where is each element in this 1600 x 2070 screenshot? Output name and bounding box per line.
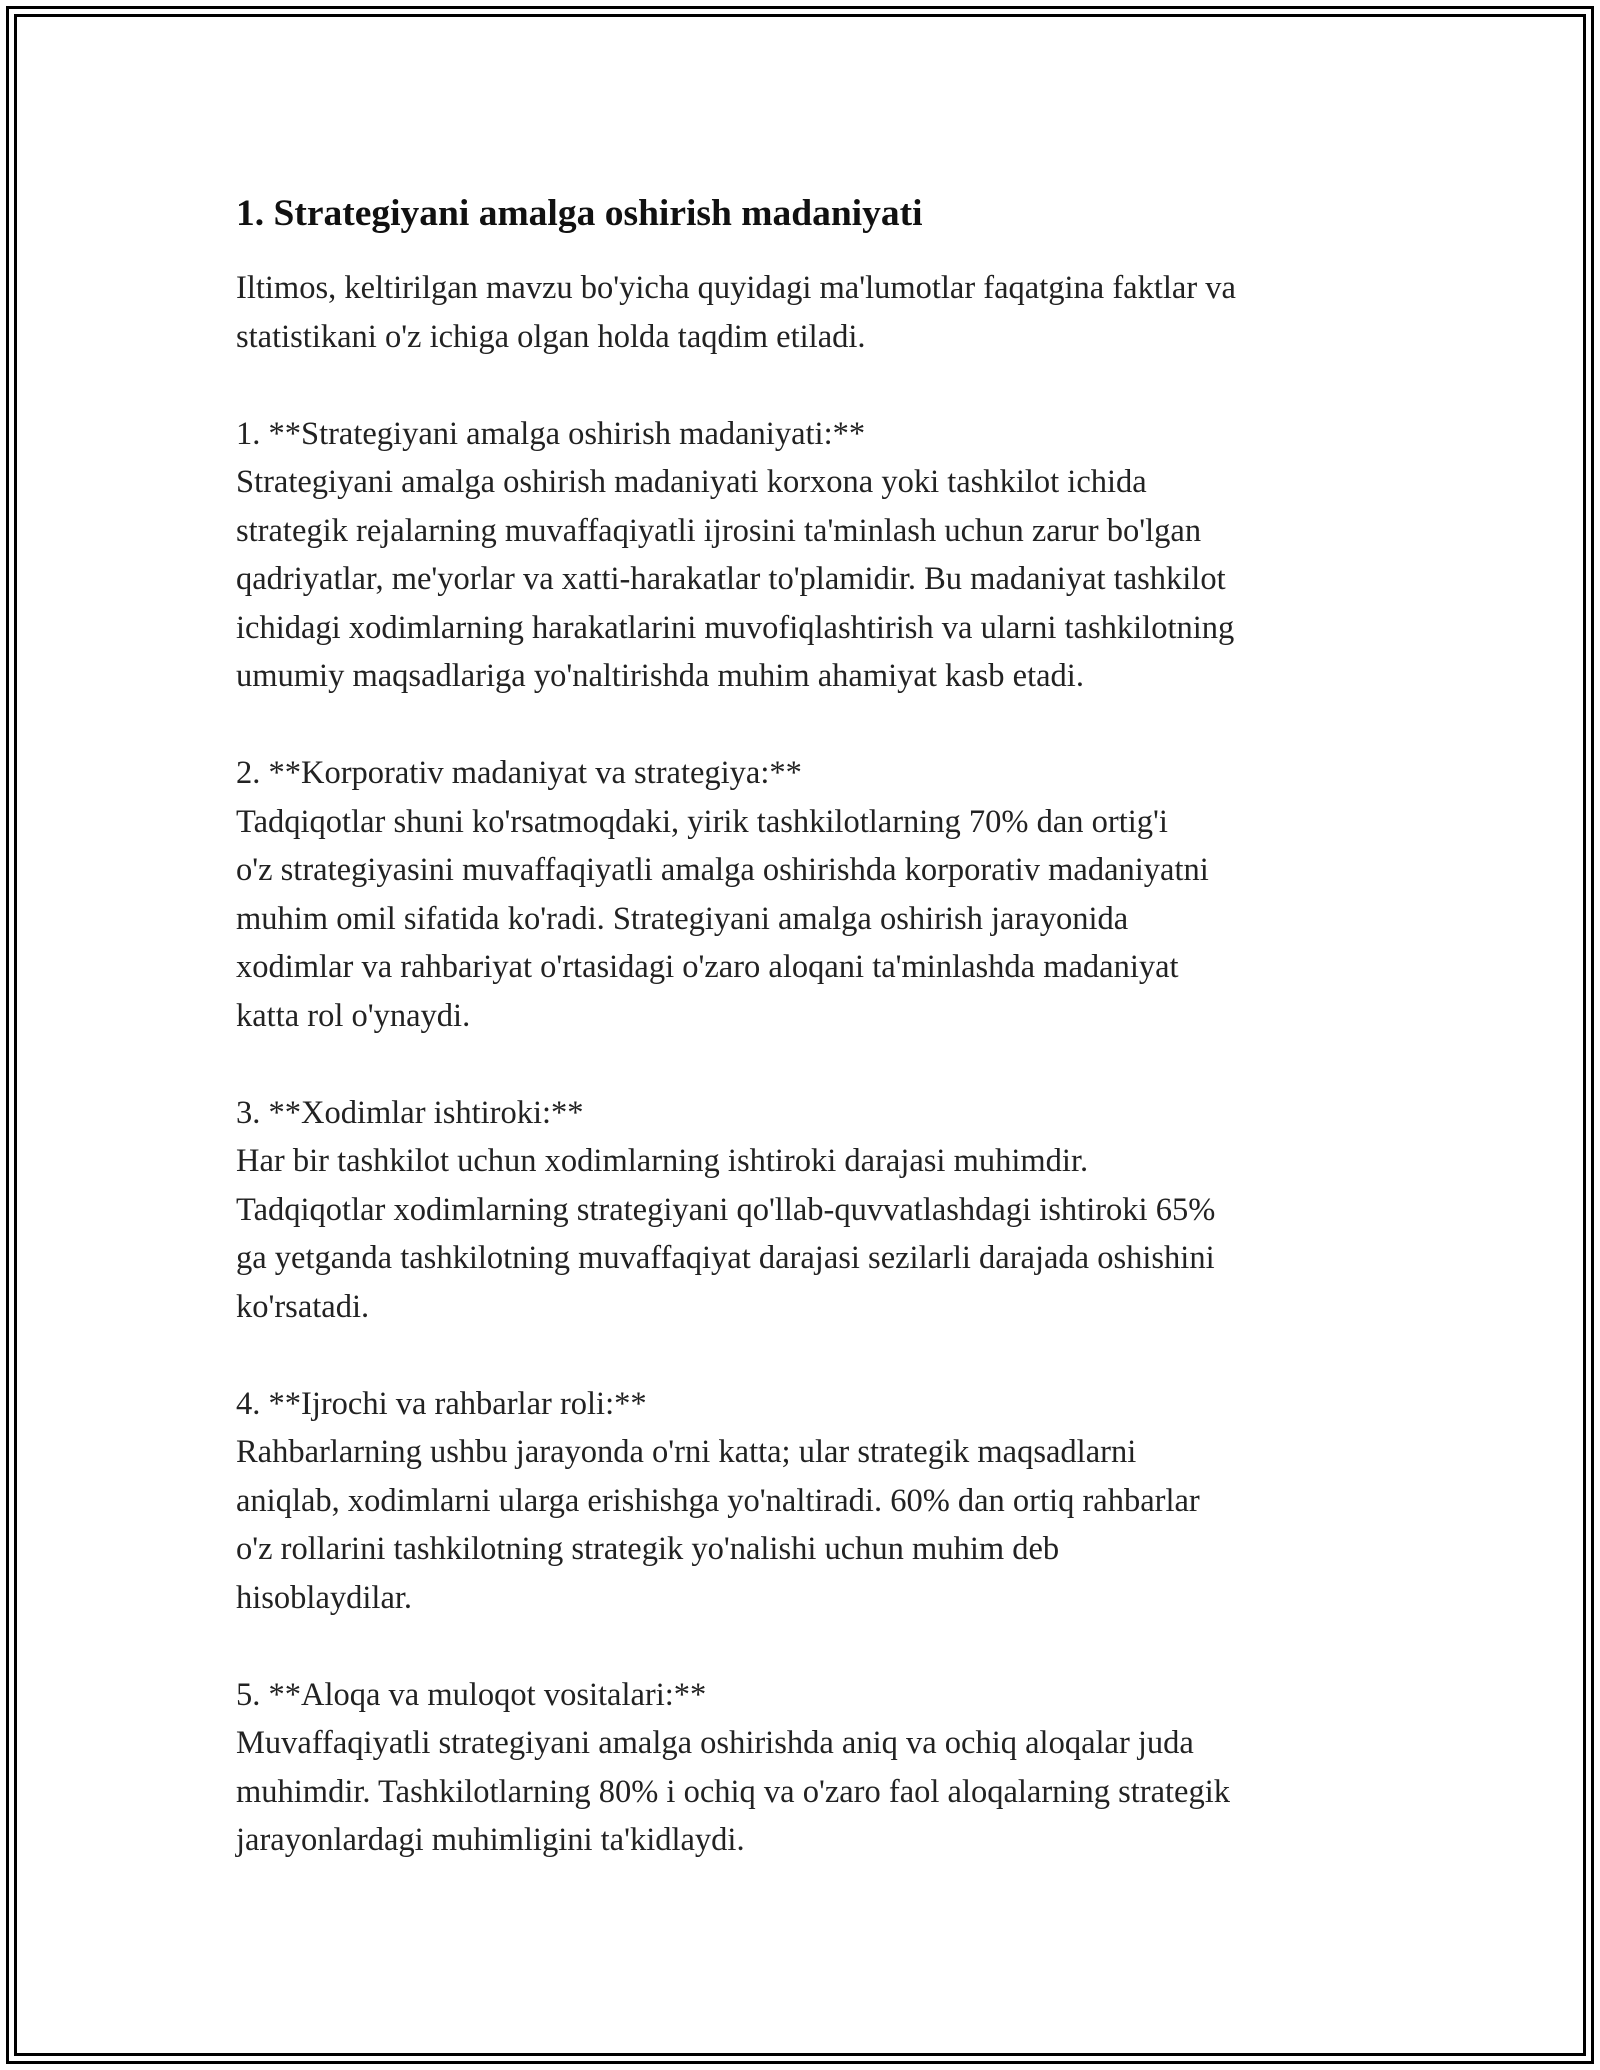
section-body: Rahbarlarning ushbu jarayonda o'rni katta; ular strategik maqsadlarni aniqlab, xodimlarni ularga erishishga yo'naltiradi. 60% dan ortiq rahbarlar o'z rollarini tashkilotning strategik yo'nalishi uchun muhim deb hisoblaydilar.: [236, 1434, 1200, 1616]
section-1: [236, 410, 1376, 701]
section-heading: 1. **Strategiyani amalga oshirish madaniyati:**: [236, 415, 866, 452]
section-body: Tadqiqotlar shuni ko'rsatmoqdaki, yirik tashkilotlarning 70% dan ortig'i o'z strategiyasini muvaffaqiyatli amalga oshirishda korporativ madaniyatni muhim omil sifatida ko'radi. Strategiyani amalga oshirish jarayonida xodimlar va rahbariyat o'rtasidagi o'zaro aloqani ta'minlashda madaniyat katta rol o'ynaydi.: [236, 803, 1209, 1034]
document-title: 1. Strategiyani amalga oshirish madaniyati: [236, 193, 923, 234]
section-3: [236, 1089, 1376, 1332]
section-heading: 4. **Ijrochi va rahbarlar roli:**: [236, 1385, 647, 1422]
intro-paragraph: Iltimos, keltirilgan mavzu bo'yicha quyidagi ma'lumotlar faqatgina faktlar va statistikani o'z ichiga olgan holda taqdim etiladi.: [236, 270, 1236, 355]
section-heading: 5. **Aloqa va muloqot vositalari:**: [236, 1676, 707, 1713]
section-heading: 3. **Xodimlar ishtiroki:**: [236, 1094, 584, 1131]
section-body: Har bir tashkilot uchun xodimlarning ishtiroki darajasi muhimdir. Tadqiqotlar xodimlarning strategiyani qo'llab-quvvatlashdagi ishtiroki 65% ga yetganda tashkilotning muvaffaqiyat darajasi sezilarli darajada oshishini ko'rsatadi.: [236, 1143, 1216, 1325]
section-4: [236, 1380, 1376, 1623]
section-5: [236, 1671, 1376, 1865]
section-body: Strategiyani amalga oshirish madaniyati korxona yoki tashkilot ichida strategik rejalarning muvaffaqiyatli ijrosini ta'minlash uchun zarur bo'lgan qadriyatlar, me'yorlar va xatti-harakatlar to'plamidir. Bu madaniyat tashkilot ichidagi xodimlarning harakatlarini muvofiqlashtirish va ularni tashkilotning umumiy maqsadlariga yo'naltirishda muhim ahamiyat kasb etadi.: [236, 464, 1235, 694]
section-heading: 2. **Korporativ madaniyat va strategiya:**: [236, 755, 802, 791]
document-body: [236, 186, 1376, 1865]
section-2: [236, 749, 1376, 1040]
section-body: Muvaffaqiyatli strategiyani amalga oshirishda aniq va ochiq aloqalar juda muhimdir. Tashkilotlarning 80% i ochiq va o'zaro faol aloqalarning strategik jarayonlardagi muhimligini ta'kidlaydi.: [236, 1725, 1230, 1858]
